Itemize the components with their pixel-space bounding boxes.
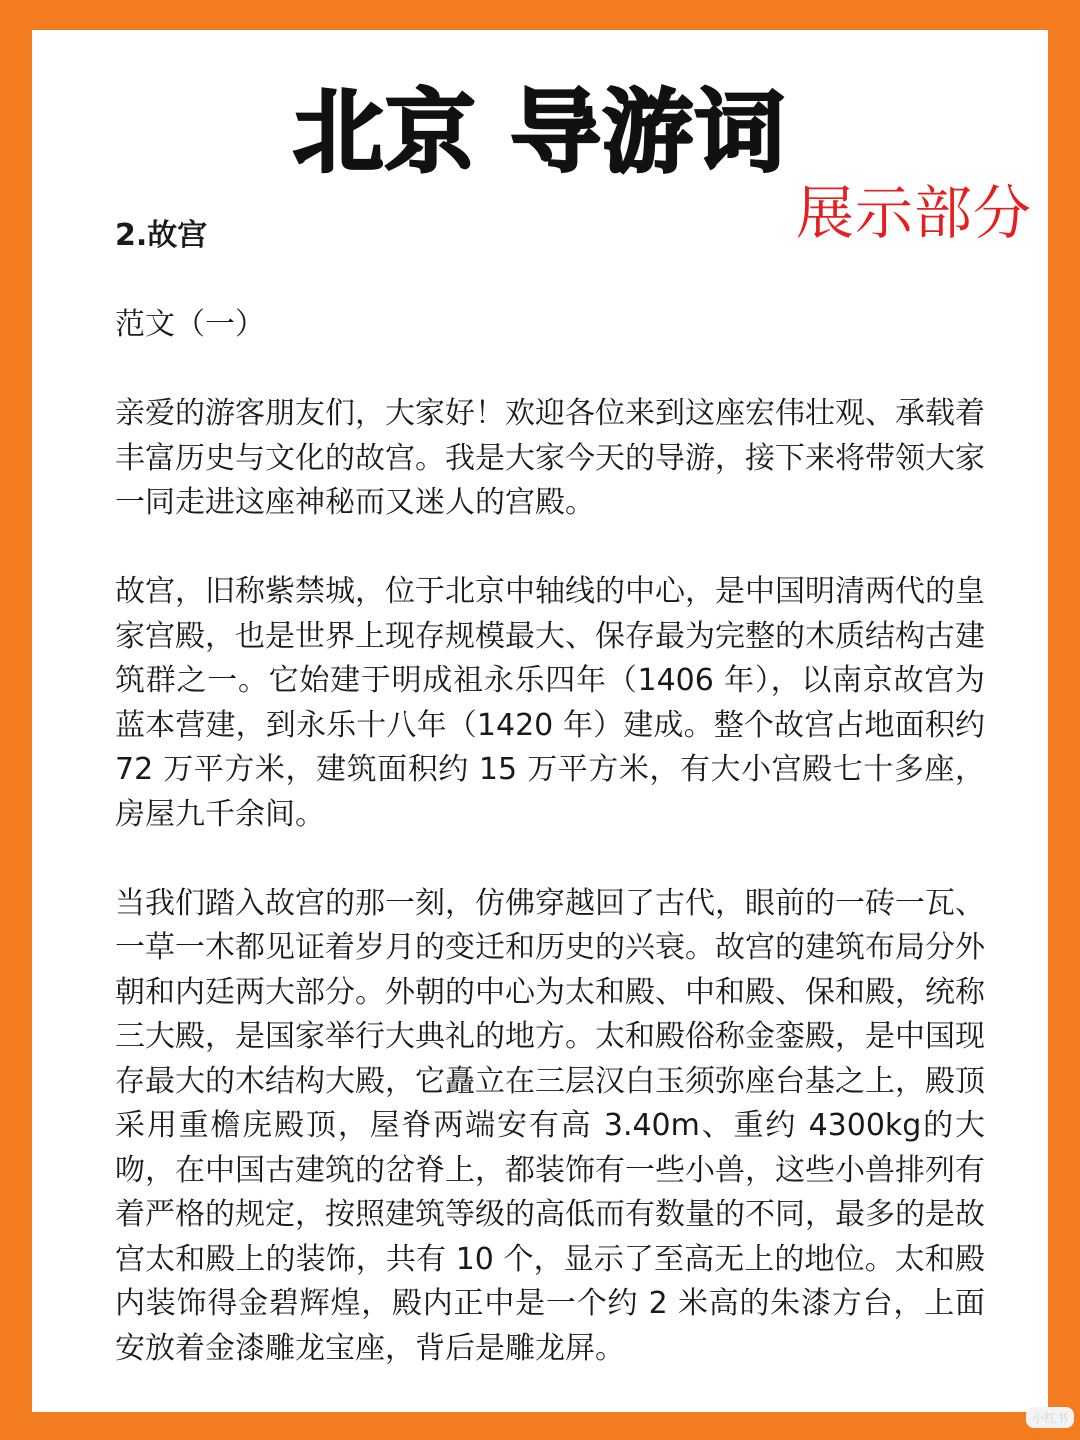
page-title: 北京 导游词 [293,80,787,185]
watermark-badge: 小红书 [1026,1407,1074,1428]
article-body [115,214,985,1371]
preview-badge: 展示部分 [795,179,1032,247]
section-heading: 2.故宫 [115,218,208,253]
paragraph-intro: 亲爱的游客朋友们，大家好！欢迎各位来到这座宏伟壮观、承载着丰富历史与文化的故宫。我是大家今天的导游，接下来将带领大家一同走进这座神秘而又迷人的宫殿。 [115,396,985,520]
document-page [32,30,1048,1412]
paragraph-history: 故宫，旧称紫禁城，位于北京中轴线的中心，是中国明清两代的皇家宫殿，也是世界上现存规模最大、保存最为完整的木质结构古建筑群之一。它始建于明成祖永乐四年（1406 年），以南京故宫为蓝本营建，到永乐十八年（1420 年）建成。整个故宫占地面积约 72 万平方米，建筑面积约 15 万平方米，有大小宫殿七十多座，房屋九千余间。 [115,574,985,832]
section-subheading: 范文（一） [115,307,265,342]
paragraph-architecture: 当我们踏入故宫的那一刻，仿佛穿越回了古代，眼前的一砖一瓦、一草一木都见证着岁月的变迁和历史的兴衰。故宫的建筑布局分外朝和内廷两大部分。外朝的中心为太和殿、中和殿、保和殿，统称三大殿，是国家举行大典礼的地方。太和殿俗称金銮殿，是中国现存最大的木结构大殿，它矗立在三层汉白玉须弥座台基之上，殿顶采用重檐庑殿顶，屋脊两端安有高 3.40m、重约 4300kg的大吻，在中国古建筑的岔脊上，都装饰有一些小兽，这些小兽排列有着严格的规定，按照建筑等级的高低而有数量的不同，最多的是故宫太和殿上的装饰，共有 10 个，显示了至高无上的地位。太和殿内装饰得金碧辉煌，殿内正中是一个约 2 米高的朱漆方台，上面安放着金漆雕龙宝座，背后是雕龙屏。 [115,885,985,1366]
